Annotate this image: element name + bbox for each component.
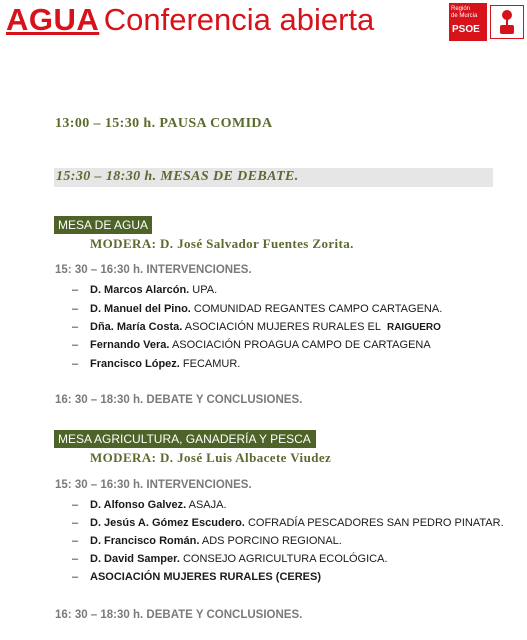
list-item: [72, 339, 431, 351]
list-dash: –: [72, 571, 79, 583]
mesas-de-debate: 15:30 – 18:30 h. MESAS DE DEBATE.: [56, 169, 299, 184]
item-name: D. Jesús A. Gómez Escudero.: [90, 517, 245, 529]
mesa-agricultura-debate: 16: 30 – 18:30 h. DEBATE Y CONCLUSIONES.: [55, 609, 303, 621]
psoe-logo-box: [449, 3, 487, 41]
title-conferencia: Conferencia abierta: [103, 2, 375, 37]
list-item: [72, 517, 504, 529]
item-org: FECAMUR.: [182, 358, 241, 370]
pausa-comida: 13:00 – 15:30 h. PAUSA COMIDA: [55, 116, 273, 131]
list-dash: –: [72, 535, 79, 547]
item-name: D. Manuel del Pino.: [90, 303, 191, 315]
list-dash: –: [72, 517, 79, 529]
item-org: CONSEJO AGRICULTURA ECOLÓGICA.: [182, 553, 388, 565]
list-dash: –: [72, 339, 79, 351]
list-item: [72, 553, 388, 565]
item-org: COFRADÍA PESCADORES SAN PEDRO PINATAR.: [247, 517, 504, 529]
item-name: D. Alfonso Galvez.: [90, 499, 187, 511]
item-name: ASOCIACIÓN MUJERES RURALES (CERES): [90, 571, 322, 583]
item-name: Dña. María Costa.: [90, 321, 183, 333]
item-org: ADS PORCINO REGIONAL.: [201, 535, 342, 547]
mesa-agricultura-modera: MODERA: D. José Luis Albacete Viudez: [90, 450, 332, 465]
list-item: [72, 303, 442, 315]
page-header: [6, 2, 426, 44]
list-item: [72, 358, 240, 370]
mesa-agua-debate: 16: 30 – 18:30 h. DEBATE Y CONCLUSIONES.: [55, 394, 303, 406]
list-dash: –: [72, 553, 79, 565]
list-dash: –: [72, 358, 79, 370]
mesa-agua-modera: MODERA: D. José Salvador Fuentes Zorita.: [90, 236, 354, 251]
item-name: Fernando Vera.: [90, 339, 170, 351]
psoe-logo: [449, 3, 525, 41]
list-dash: –: [72, 303, 79, 315]
logo-region-text: Región de Murcia: [451, 6, 478, 19]
item-org: ASOCIACIÓN MUJERES RURALES EL: [184, 321, 381, 333]
item-org: ASOCIACIÓN PROAGUA CAMPO DE CARTAGENA: [171, 339, 431, 351]
title-agua: AGUA: [6, 2, 100, 37]
item-extra: RAIGUERO: [386, 322, 441, 333]
mesa-agua-tag: MESA DE AGUA: [54, 216, 152, 234]
rose-fist-icon: [490, 5, 524, 39]
item-name: D. David Samper.: [90, 553, 180, 565]
logo-psoe-text: PSOE: [452, 24, 480, 35]
item-org: ASAJA.: [188, 499, 227, 511]
list-dash: –: [72, 284, 79, 296]
mesa-agricultura-intervenciones: 15: 30 – 16:30 h. INTERVENCIONES.: [55, 479, 252, 491]
item-name: D. Marcos Alarcón.: [90, 284, 190, 296]
list-item: [72, 499, 227, 511]
list-dash: –: [72, 499, 79, 511]
item-org: UPA.: [192, 284, 218, 296]
item-name: Francisco López.: [90, 358, 180, 370]
item-name: D. Francisco Román.: [90, 535, 200, 547]
mesa-agua-intervenciones: 15: 30 – 16:30 h. INTERVENCIONES.: [55, 264, 252, 276]
list-dash: –: [72, 321, 79, 333]
list-item: [72, 321, 441, 333]
list-item: [72, 535, 342, 547]
list-item: [72, 571, 321, 583]
item-org: COMUNIDAD REGANTES CAMPO CARTAGENA.: [193, 303, 443, 315]
list-item: [72, 284, 217, 296]
mesa-agricultura-tag: MESA AGRICULTURA, GANADERÍA Y PESCA: [54, 430, 316, 448]
